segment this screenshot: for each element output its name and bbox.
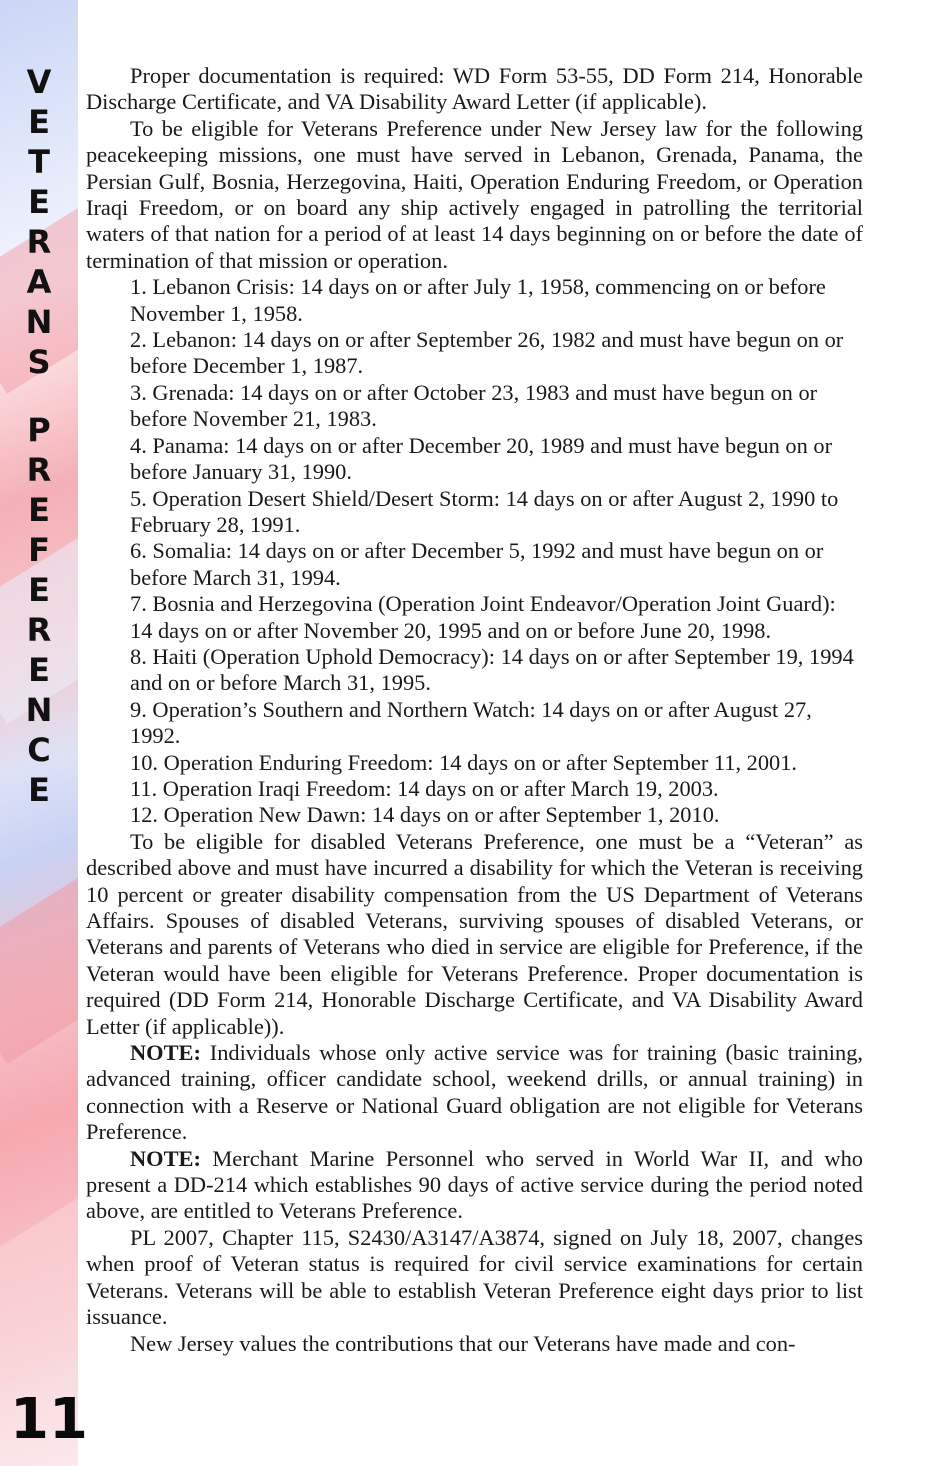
eligibility-paragraph: To be eligible for Veterans Preference under New Jersey law for the following peacekeeping missions, one must have served in Lebanon, Grenada, Panama, the Persian Gulf, Bosnia, Herzegovina, Haiti, Operation Enduring Freedom, or Operation Iraqi Freedom, or on board any ship actively engaged in patrolling the territorial waters of that nation for a period of at least 14 days beginning on or before the date of termination of that mission or operation. [86, 115, 863, 273]
list-item [86, 644, 863, 697]
training-note-paragraph [86, 1040, 863, 1146]
title-word-gap [0, 382, 78, 410]
list-item [86, 776, 863, 802]
item-number: 8. [130, 643, 147, 669]
item-number: 12. [130, 802, 158, 828]
public-law-paragraph: PL 2007, Chapter 115, S2430/A3147/A3874, signed on July 18, 2007, changes when proof of Veteran status is required for civil service examinations for certain Veterans. Veterans will be able to establish Veteran Preference eight days prior to list issuance. [86, 1224, 863, 1330]
title-letter: R [26, 451, 52, 489]
item-text: Operation New Dawn: 14 days on or after September 1, 2010. [163, 802, 720, 828]
item-text: Panama: 14 days on or after December 20, 1989 and must have begun on or before January 31, 1990. [130, 432, 833, 485]
title-letter: N [25, 303, 53, 341]
item-text: Operation Desert Shield/Desert Storm: 14 days on or after August 2, 1990 to February 28, 1991. [130, 485, 839, 537]
item-number: 11. [130, 775, 158, 801]
list-item [86, 433, 863, 486]
title-letter: T [28, 143, 50, 181]
item-text: Lebanon Crisis: 14 days on or after July 1, 1958, commencing on or before November 1, 1958. [130, 274, 826, 326]
list-item [86, 274, 863, 327]
title-letter: E [28, 651, 50, 689]
title-letter: E [28, 771, 50, 809]
closing-paragraph: New Jersey values the contributions that our Veterans have made and con- [130, 1330, 796, 1356]
item-text: Operation Iraqi Freedom: 14 days on or after March 19, 2003. [162, 775, 719, 801]
item-text: Lebanon: 14 days on or after September 26, 1982 and must have begun on or before December 1, 1987. [130, 327, 844, 379]
documentation-paragraph: Proper documentation is required: WD Form 53-55, DD Form 214, Honorable Discharge Certificate, and VA Disability Award Letter (if applicable). [86, 63, 863, 115]
item-number: 9. [130, 696, 147, 722]
title-letter: E [28, 103, 50, 141]
list-item [86, 750, 863, 776]
title-letter: A [26, 263, 52, 301]
title-letter: R [26, 223, 52, 261]
item-number: 10. [130, 749, 158, 775]
list-item [86, 591, 863, 644]
note-text: Individuals whose only active service was for training (basic training, advanced training, officer candidate school, weekend drills, or annual training) in connection with a Reserve or National Guard obligation are not eligible for Veterans Preference. [86, 1040, 863, 1145]
title-letter: S [27, 343, 51, 381]
title-letter: F [28, 531, 50, 569]
item-number: 5. [130, 485, 147, 511]
item-number: 1. [130, 274, 147, 300]
title-letter: C [27, 731, 51, 769]
item-text: Haiti (Operation Uphold Democracy): 14 days on or after September 19, 1994 and on or before March 31, 1995. [130, 643, 854, 696]
flag-stripe [0, 1176, 78, 1384]
vertical-section-title [0, 62, 78, 810]
page-number: 11 [10, 1387, 88, 1452]
item-number: 7. [130, 591, 147, 617]
item-number: 3. [130, 379, 147, 405]
title-letter: E [28, 183, 50, 221]
item-text: Bosnia and Herzegovina (Operation Joint Endeavor/Operation Joint Guard): 14 days on or after November 20, 1995 and on or before June 20, 1998. [130, 591, 836, 643]
item-number: 4. [130, 432, 147, 458]
item-text: Operation’s Southern and Northern Watch: 14 days on or after August 27, 1992. [130, 696, 812, 749]
list-item [86, 486, 863, 539]
title-letter: E [28, 491, 50, 529]
missions-list [86, 274, 863, 829]
page-body [86, 63, 863, 1357]
flag-stripe [0, 856, 78, 1064]
title-letter: V [26, 63, 52, 101]
title-letter: P [27, 411, 51, 449]
title-letter: N [25, 691, 53, 729]
note-label: NOTE: [130, 1145, 201, 1171]
list-item [86, 327, 863, 380]
title-letter: E [28, 571, 50, 609]
merchant-marine-note-paragraph [86, 1146, 863, 1225]
list-item [86, 538, 863, 591]
item-text: Grenada: 14 days on or after October 23, 1983 and must have begun on or before November 21, 1983. [130, 379, 818, 432]
item-number: 6. [130, 538, 147, 564]
list-item [86, 380, 863, 433]
list-item [86, 802, 863, 828]
title-letter: R [26, 611, 52, 649]
note-text: Merchant Marine Personnel who served in World War II, and who present a DD-214 which establishes 90 days of active service during the period noted above, are entitled to Veterans Preference. [86, 1145, 863, 1224]
note-label: NOTE: [130, 1040, 201, 1066]
item-text: Operation Enduring Freedom: 14 days on or after September 11, 2001. [163, 749, 798, 775]
disabled-veterans-paragraph: To be eligible for disabled Veterans Preference, one must be a “Veteran” as described above and must have incurred a disability for which the Veteran is receiving 10 percent or greater disability compensation from the US Department of Veterans Affairs. Spouses of disabled Veterans, surviving spouses of disabled Veterans, or Veterans and parents of Veterans who died in service are eligible for Preference, if the Veteran would have been eligible for Veterans Preference. Proper documentation is required (DD Form 214, Honorable Discharge Certificate, and VA Disability Award Letter (if applicable)). [86, 828, 863, 1039]
item-number: 2. [130, 327, 147, 353]
list-item [86, 697, 863, 750]
item-text: Somalia: 14 days on or after December 5, 1992 and must have begun on or before March 31, 1994. [130, 538, 824, 590]
